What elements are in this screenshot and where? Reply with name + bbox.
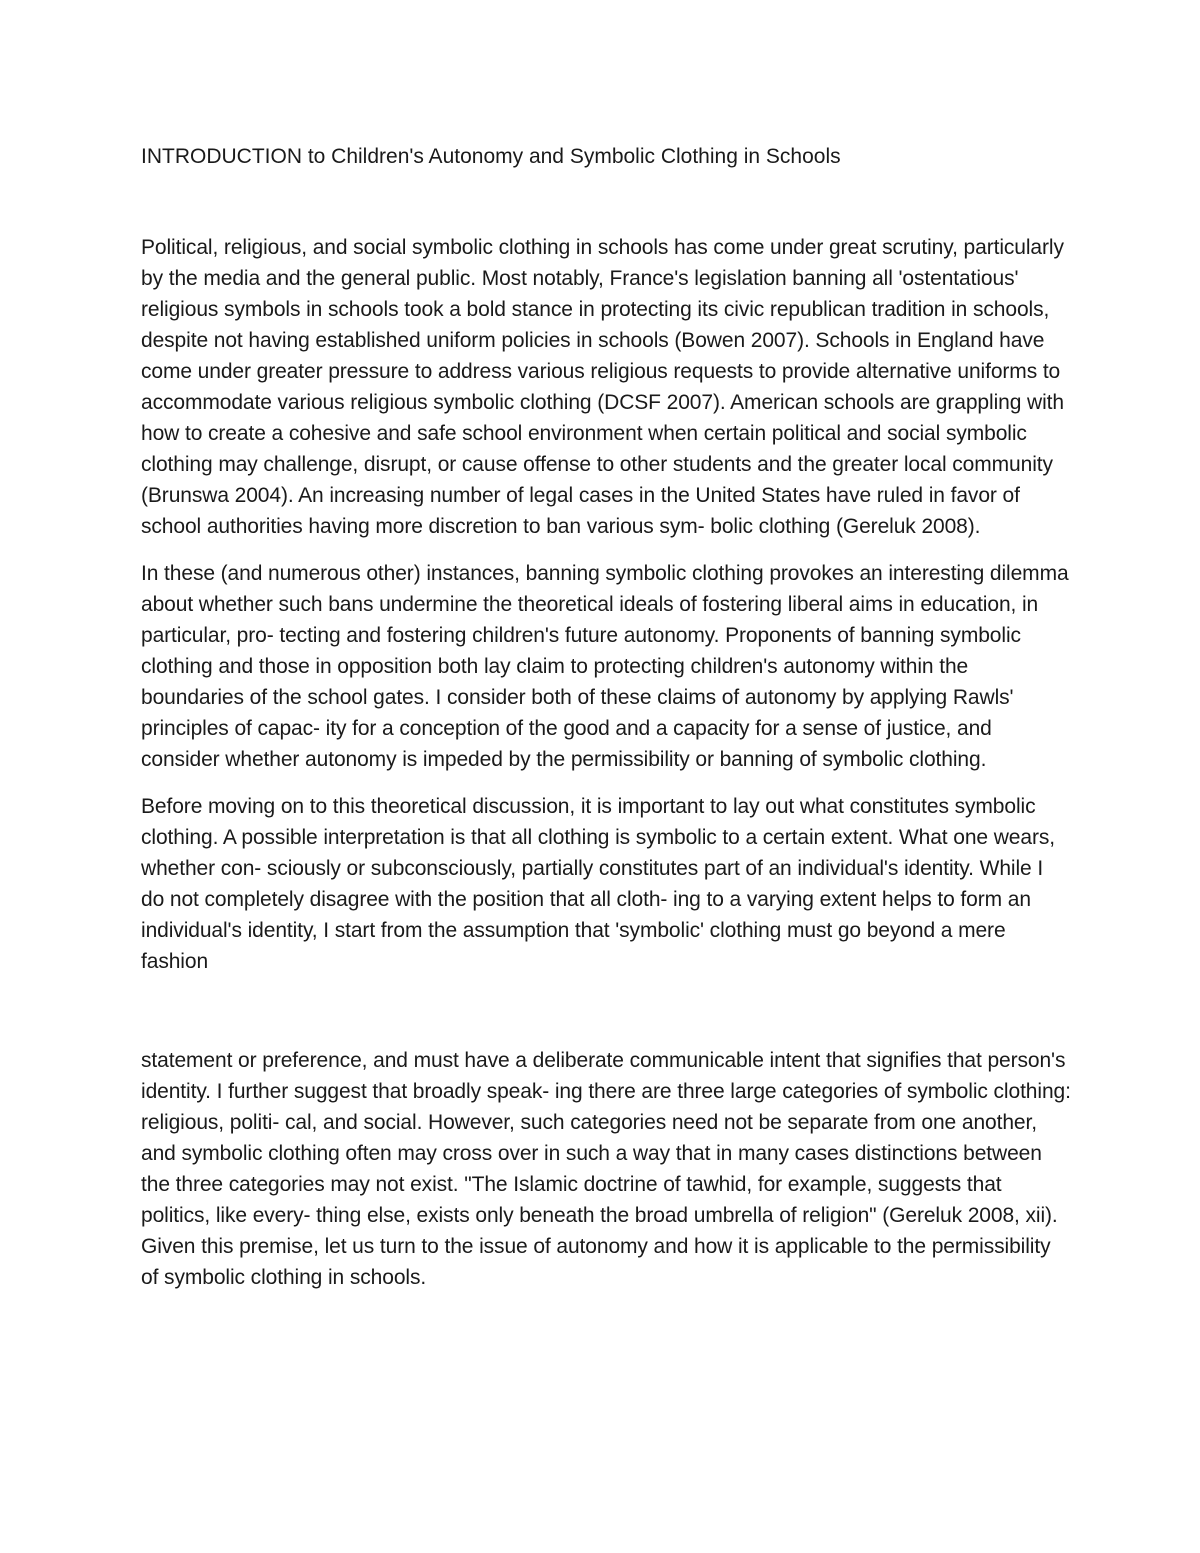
paragraph-4: statement or preference, and must have a deliberate communicable intent that signifies that person's identity. I further suggest that broadly speak- ing there are three large categories of symbolic clothing: religious, politi- cal, and social. However, such categories need not be separate from one another, and symbolic clothing often may cross over in such a way that in many cases distinctions between the three categories may not exist. "The Islamic doctrine of tawhid, for example, suggests that politics, like every- thing else, exists only beneath the broad umbrella of religion" (Gereluk 2008, xii). Given this premise, let us turn to the issue of autonomy and how it is applicable to the permissibility of symbolic clothing in schools. bbox=[141, 1049, 1071, 1289]
paragraph-2: In these (and numerous other) instances, banning symbolic clothing provokes an interesting dilemma about whether such bans undermine the theoretical ideals of fostering liberal aims in education, in particular, pro- tecting and fostering children's future autonomy. Proponents of banning symbolic clothing and those in opposition both lay claim to protecting children's autonomy within the boundaries of the school gates. I consider both of these claims of autonomy by applying Rawls' principles of capac- ity for a conception of the good and a capacity for a sense of justice, and consider whether autonomy is impeded by the permissibility or banning of symbolic clothing. bbox=[141, 562, 1069, 771]
document-title: INTRODUCTION to Children's Autonomy and Symbolic Clothing in Schools bbox=[141, 145, 841, 168]
document-body bbox=[141, 232, 1071, 1309]
paragraph-3: Before moving on to this theoretical discussion, it is important to lay out what constitutes symbolic clothing. A possible interpretation is that all clothing is symbolic to a certain extent. What one wears, whether con- sciously or subconsciously, partially constitutes part of an individual's identity. While I do not completely disagree with the position that all cloth- ing to a varying extent helps to form an individual's identity, I start from the assumption that 'symbolic' clothing must go beyond a mere fashion bbox=[141, 795, 1055, 973]
paragraph-1: Political, religious, and social symbolic clothing in schools has come under great scrutiny, particularly by the media and the general public. Most notably, France's legislation banning all 'ostentatious' religious symbols in schools took a bold stance in protecting its civic republican tradition in schools, despite not having established uniform policies in schools (Bowen 2007). Schools in England have come under greater pressure to address various religious requests to provide alternative uniforms to accommodate various religious symbolic clothing (DCSF 2007). American schools are grappling with how to create a cohesive and safe school environment when certain political and social symbolic clothing may challenge, disrupt, or cause offense to other students and the greater local community (Brunswa 2004). An increasing number of legal cases in the United States have ruled in favor of school authorities having more discretion to ban various sym- bolic clothing (Gereluk 2008). bbox=[141, 236, 1064, 538]
